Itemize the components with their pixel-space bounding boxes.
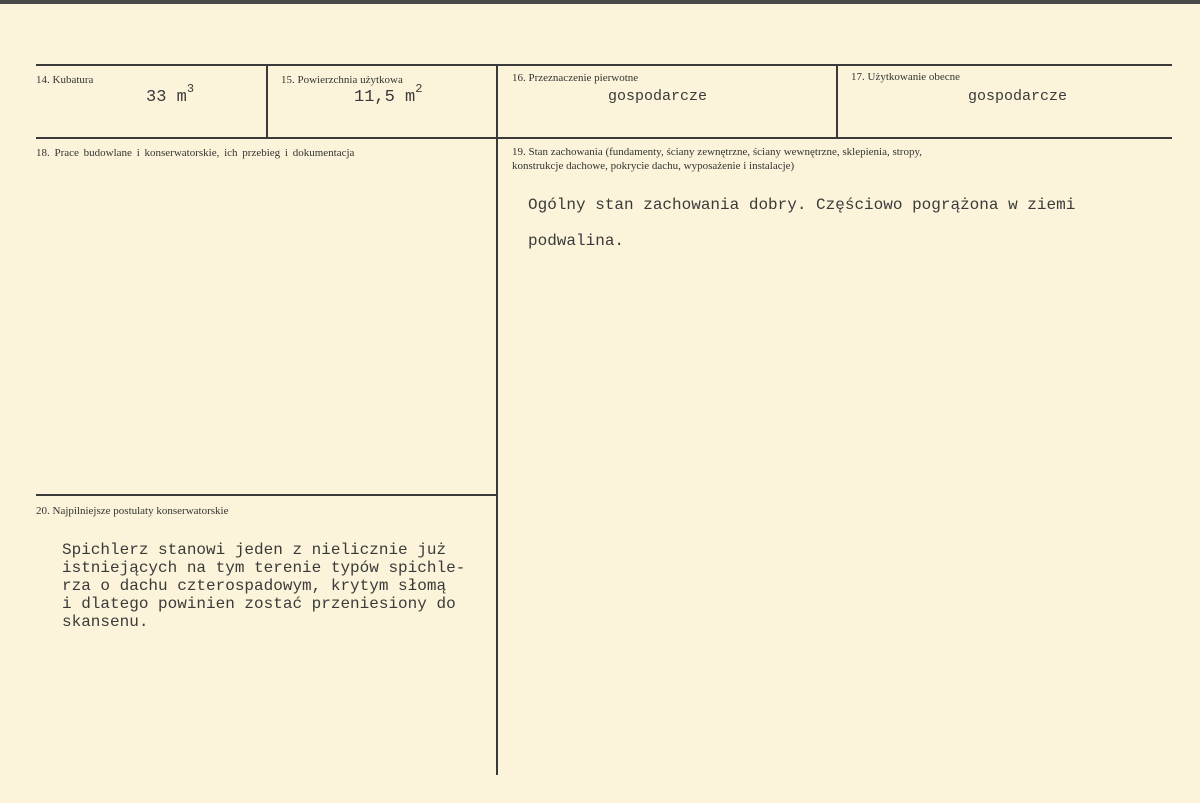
przeznaczenie-value: gospodarcze (608, 88, 708, 105)
kubatura-unit-exponent: 3 (186, 82, 195, 96)
powierzchnia-unit-exponent: 2 (415, 82, 423, 96)
divider-15-16 (496, 64, 498, 775)
top-edge-band (0, 0, 1200, 4)
postulaty-text-line: rza o dachu czterospadowym, krytym słomą (62, 577, 447, 595)
postulaty-text-line: Spichlerz stanowi jeden z nielicznie już (62, 541, 447, 559)
postulaty-label: 20. Najpilniejsze postulaty konserwatorskie (36, 505, 229, 517)
postulaty-text-line: i dlatego powinien zostać przeniesiony do (62, 595, 456, 613)
postulaty-text-line: istniejących na tym terenie typów spichle- (62, 559, 466, 577)
kubatura-label: 14. Kubatura (36, 74, 94, 86)
divider-14-15 (266, 64, 268, 138)
powierzchnia-number: 11,5 m (354, 88, 416, 107)
section20-rule (36, 494, 496, 496)
divider-16-17 (836, 64, 838, 138)
middle-rule (36, 137, 1172, 139)
stan-zachowania-text-line2: podwalina. (528, 232, 625, 250)
stan-zachowania-label-line1: 19. Stan zachowania (fundamenty, ściany zewnętrzne, ściany wewnętrzne, sklepienia, stropy, (512, 146, 923, 158)
kubatura-number: 33 m (146, 88, 187, 107)
przeznaczenie-label: 16. Przeznaczenie pierwotne (512, 72, 639, 84)
kubatura-value (146, 82, 195, 107)
powierzchnia-value (354, 82, 423, 107)
stan-zachowania-text-line1: Ogólny stan zachowania dobry. Częściowo pogrążona w ziemi (528, 196, 1076, 214)
postulaty-text-line: skansenu. (62, 613, 149, 631)
uzytkowanie-label: 17. Użytkowanie obecne (851, 71, 961, 83)
powierzchnia-label: 15. Powierzchnia użytkowa (281, 74, 403, 86)
prace-budowlane-label: 18. Prace budowlane i konserwatorskie, ich przebieg i dokumentacja (36, 147, 355, 159)
stan-zachowania-label-line2: konstrukcje dachowe, pokrycie dachu, wyposażenie i instalacje) (512, 160, 795, 172)
top-rule (36, 64, 1172, 66)
uzytkowanie-value: gospodarcze (968, 88, 1068, 105)
